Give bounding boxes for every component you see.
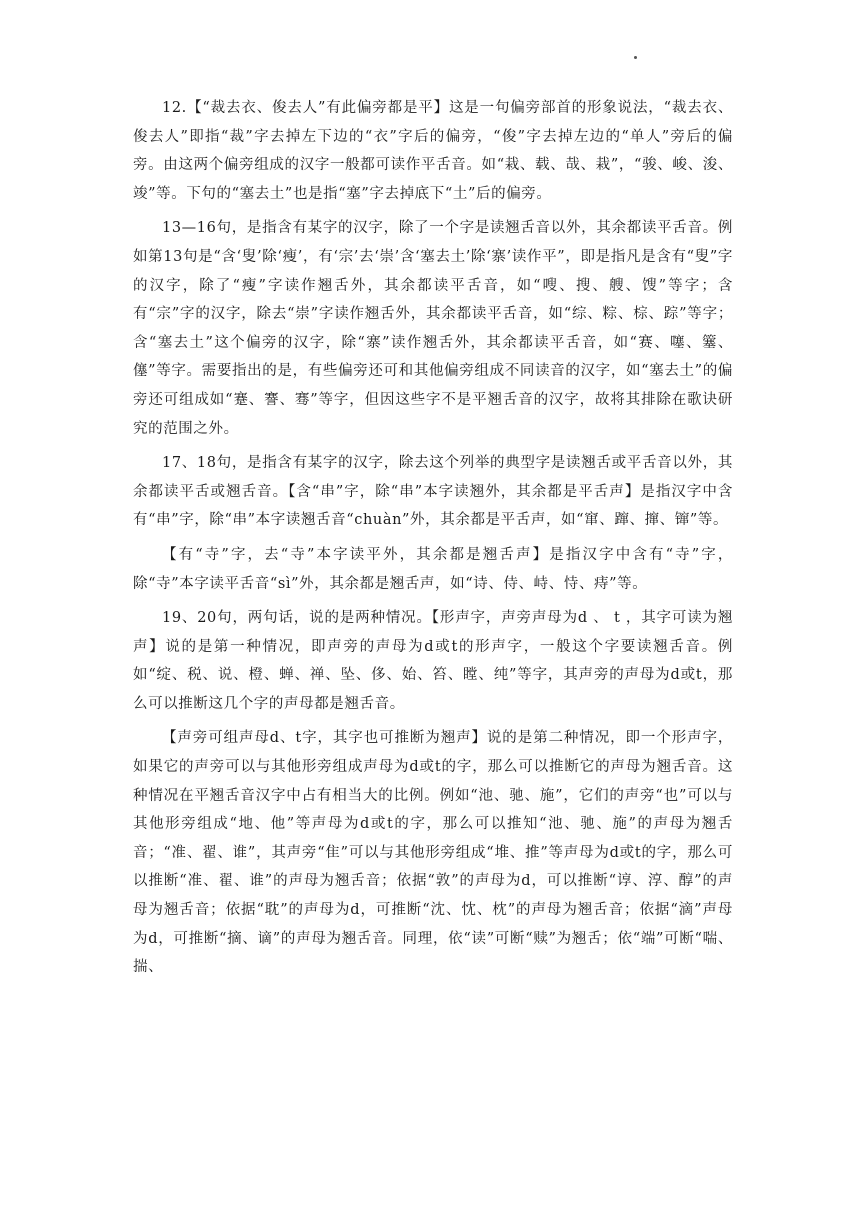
header-dot xyxy=(634,56,637,59)
paragraph-13-16: 13—16句，是指含有某字的汉字，除了一个字是读翘舌音以外，其余都读平舌音。例如第13句是“含‘叟’除‘瘦’，有‘宗’去‘崇’含‘塞去土’除‘寨’读作平”，即是指凡是含有“叟”字的汉字，除了“瘦”字读作翘舌外，其余都读平舌音，如“嗖、搜、艘、馊”等字；含有“宗”字的汉字，除去“崇”字读作翘舌外，其余都读平舌音，如“综、粽、棕、踪”等字；含“塞去土”这个偏旁的汉字，除“寨”读作翘舌外，其余都读平舌音，如“赛、噻、簺、僿”等字。需要指出的是，有些偏旁还可和其他偏旁组成不同读音的汉字，如“塞去土”的偏旁还可组成如“蹇、謇、骞”等字，但因这些字不是平翘舌音的汉字，故将其排除在歌诀研究的范围之外。 xyxy=(133,220,733,437)
document-body xyxy=(133,94,733,988)
paragraph-19-20: 19、20句，两句话，说的是两种情况。【形声字，声旁声母为d 、 t ，其字可读为翘声】说的是第一种情况，即声旁的声母为d或t的形声字，一般这个字要读翘舌音。例如“绽、税、说、橙、蝉、禅、坠、侈、始、笞、瞠、纯”等字，其声旁的声母为d或t，那么可以推断这几个字的声母都是翘舌音。 xyxy=(133,610,733,712)
paragraph-si: 【有“寺”字，去“寺”本字读平外，其余都是翘舌声】是指汉字中含有“寺”字，除“寺”本字读平舌音“sì”外，其余都是翘舌声，如“诗、侍、峙、恃、痔”等。 xyxy=(133,546,733,592)
paragraph-shengpang: 【声旁可组声母d、t字，其字也可推断为翘声】说的是第二种情况，即一个形声字，如果它的声旁可以与其他形旁组成声母为d或t的字，那么可以推断它的声母为翘舌音。这种情况在平翘舌音汉字中占有相当大的比例。例如“池、驰、施”，它们的声旁“也”可以与其他形旁组成“地、他”等声母为d或t的字，那么可以推知“池、驰、施”的声母为翘舌音；“准、翟、谁”，其声旁“隹”可以与其他形旁组成“堆、推”等声母为d或t的字，那么可以推断“准、翟、谁”的声母为翘舌音；依据“敦”的声母为d，可以推断“谆、淳、醇”的声母为翘舌音；依据“耽”的声母为d，可推断“沈、忱、枕”的声母为翘舌音；依据“滴”声母为d，可推断“摘、谪”的声母为翘舌音。同理，依“读”可断“赎”为翘舌；依“端”可断“喘、揣、 xyxy=(133,730,733,976)
paragraph-12: 12.【“裁去衣、俊去人”有此偏旁都是平】这是一句偏旁部首的形象说法，“裁去衣、俊去人”即指“裁”字去掉左下边的“衣”字后的偏旁，“俊”字去掉左边的“单人”旁后的偏旁。由这两个偏旁组成的汉字一般都可读作平舌音。如“栽、载、哉、栽”，“骏、峻、浚、竣”等。下句的“塞去土”也是指“塞”字去掉底下“土”后的偏旁。 xyxy=(133,100,733,202)
paragraph-17-18: 17、18句，是指含有某字的汉字，除去这个列举的典型字是读翘舌或平舌音以外，其余都读平舌或翘舌音。【含“串”字，除“串”本字读翘外，其余都是平舌声】是指汉字中含有“串”字，除“串”本字读翘舌音“chuàn”外，其余都是平舌声，如“窜、蹿、撺、镩”等。 xyxy=(133,455,733,529)
